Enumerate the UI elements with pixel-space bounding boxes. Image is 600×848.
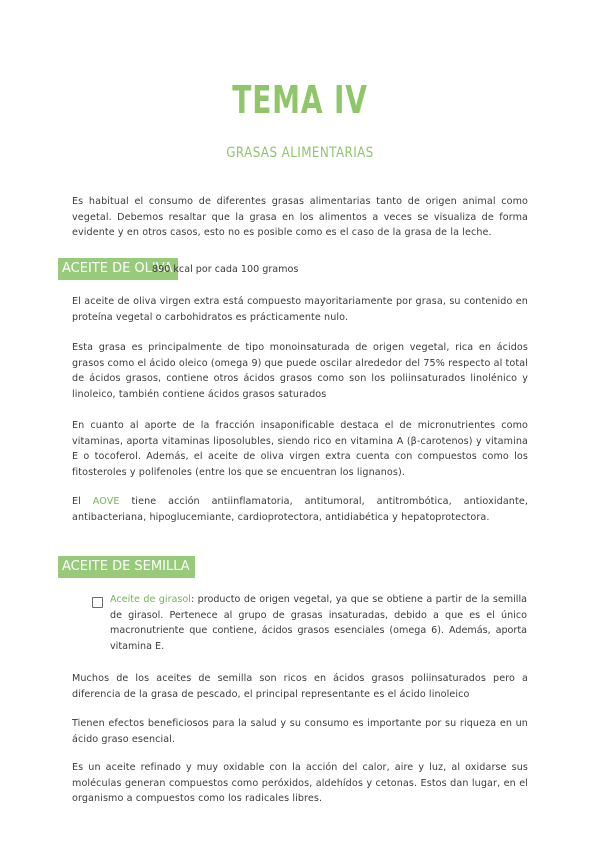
section-heading-oliva: ACEITE DE OLIVA [58,258,178,280]
oliva-paragraph-4 [72,494,528,525]
page-subtitle: GRASAS ALIMENTARIAS [226,145,374,161]
intro-paragraph: Es habitual el consumo de diferentes grasas alimentarias tanto de origen animal como vegetal. Debemos resaltar que la grasa en los alimentos a veces se visualiza de forma evidente y en otros casos, esto no es posible como es el caso de la grasa de la leche. [72,196,528,239]
aove-term: AOVE [92,496,120,507]
girasol-label: Aceite de girasol [110,594,191,605]
aove-rest: tiene acción antiinflamatoria, antitumoral, antitrombótica, antioxidante, antibacteriana, hipoglucemiante, cardioprotectora, antidiabética y hepatoprotectora. [72,496,528,523]
oliva-paragraph-1: El aceite de oliva virgen extra está compuesto mayoritariamente por grasa, su contenido en proteína vegetal o carbohidratos es prácticamente nulo. [72,296,528,323]
girasol-bullet [110,592,527,654]
girasol-text: : producto de origen vegetal, ya que se obtiene a partir de la semilla de girasol. Pertenece al grupo de grasas insaturadas, debido a que es el único macronutriente que contiene, ácidos grasos esenciales (omega 6). Además, aporta vitamina E. [110,594,528,652]
checkbox-icon[interactable] [92,597,103,608]
semilla-paragraph-3: Es un aceite refinado y muy oxidable con la acción del calor, aire y luz, al oxidarse sus moléculas generan compuestos como peróxidos, aldehídos y cetonas. Estos dan lugar, en el organismo a compuestos como los radicales libres. [72,762,528,805]
oliva-paragraph-3: En cuanto al aporte de la fracción insaponificable destaca el de micronutrientes como vitaminas, aporta vitaminas liposolubles, siendo rico en vitamina A (β-carotenos) y vitamina E o tocoferol. Además, el aceite de oliva virgen extra cuenta con compuestos como los fitosteroles y polifenoles (entre los que se encuentran los lignanos). [72,420,528,478]
kcal-note: 890 kcal por cada 100 gramos [152,264,299,275]
page-title: TEMA IV [232,78,368,122]
semilla-paragraph-1: Muchos de los aceites de semilla son ricos en ácidos grasos poliinsaturados pero a diferencia de la grasa de pescado, el principal representante es el ácido linoleico [72,673,528,700]
oliva-paragraph-2: Esta grasa es principalmente de tipo monoinsaturada de origen vegetal, rica en ácidos grasos como el ácido oleico (omega 9) que puede oscilar alrededor del 75% respecto al total de ácidos grasos, contiene otros ácidos grasos como son los poliinsaturados linolénico y linoleico, también contiene ácidos grasos saturados [72,342,528,400]
aove-lead: El [72,496,93,507]
semilla-paragraph-2: Tienen efectos beneficiosos para la salud y su consumo es importante por su riqueza en un ácido graso esencial. [72,718,528,745]
section-heading-semilla: ACEITE DE SEMILLA [58,556,195,578]
